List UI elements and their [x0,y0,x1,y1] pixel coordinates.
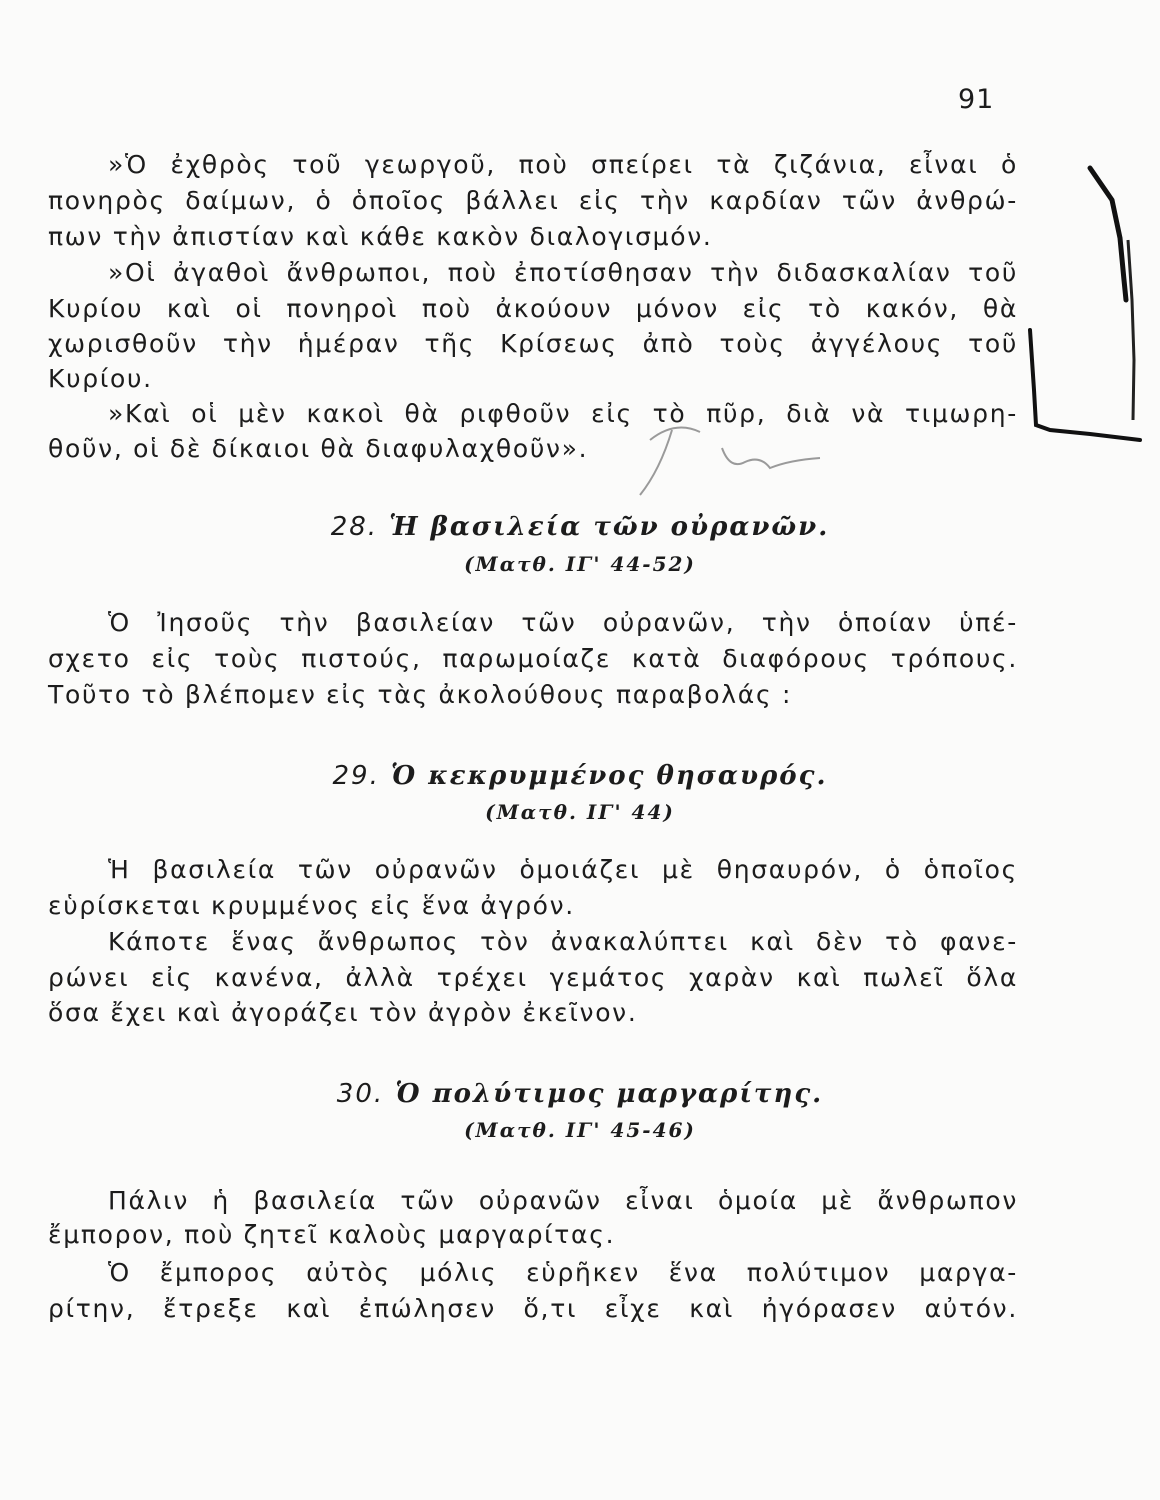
ink-bracket-mark [1030,330,1140,440]
section-number: 28. [330,512,379,542]
text-line: Ὁ Ἰησοῦς τὴν βασιλείαν τῶν οὐρανῶν, τὴν ὁποίαν ὑπέ- [108,608,1018,637]
text-line: Κυρίου καὶ οἱ πονηροὶ ποὺ ἀκούουν μόνον εἰς τὸ κακόν, θὰ [48,294,1018,323]
text-line: »Οἱ ἀγαθοὶ ἄνθρωποι, ποὺ ἐποτίσθησαν τὴν διδασκαλίαν τοῦ [108,258,1018,287]
text-line: ρίτην, ἔτρεξε καὶ ἐπώλησεν ὅ,τι εἶχε καὶ ἠγόρασεν αὐτόν. [48,1294,1018,1323]
section-number: 30. [336,1079,385,1109]
text-line: Κυρίου. [48,364,153,393]
text-line: πων τὴν ἀπιστίαν καὶ κάθε κακὸν διαλογισμόν. [48,222,713,251]
section-reference: (Ματθ. ΙΓ' 45-46) [464,1118,696,1142]
section-reference: (Ματθ. ΙΓ' 44-52) [464,552,696,576]
section-number: 29. [332,761,380,791]
text-line: χωρισθοῦν τὴν ἡμέραν τῆς Κρίσεως ἀπὸ τοὺς ἀγγέλους τοῦ [48,329,1018,358]
text-line: Κάποτε ἕνας ἄνθρωπος τὸν ἀνακαλύπτει καὶ δὲν τὸ φανε- [108,927,1018,956]
section-heading: Ὁ κεκρυμμένος θησαυρός. [390,761,828,791]
text-line: ρώνει εἰς κανένα, ἀλλὰ τρέχει γεμάτος χαρὰν καὶ πωλεῖ ὅλα [48,963,1018,992]
text-line: »Ὁ ἐχθρὸς τοῦ γεωργοῦ, ποὺ σπείρει τὰ ζιζάνια, εἶναι ὁ [108,150,1018,179]
text-line: πονηρὸς δαίμων, ὁ ὁποῖος βάλλει εἰς τὴν καρδίαν τῶν ἀνθρώ- [48,186,1018,215]
text-line: θοῦν, οἱ δὲ δίκαιοι θὰ διαφυλαχθοῦν». [48,434,589,463]
text-line: Ὁ ἔμπορος αὐτὸς μόλις εὑρῆκεν ἕνα πολύτιμον μαργα- [108,1258,1018,1287]
text-line: σχετο εἰς τοὺς πιστούς, παρωμοίαζε κατὰ διαφόρους τρόπους. [48,644,1018,673]
text-line: Ἡ βασιλεία τῶν οὐρανῶν ὁμοιάζει μὲ θησαυρόν, ὁ ὁποῖος [108,855,1018,884]
section-heading: Ὁ πολύτιμος μαργαρίτης. [395,1079,824,1109]
text-line: ἔμπορον, ποὺ ζητεῖ καλοὺς μαργαρίτας. [48,1220,616,1249]
text-line: εὑρίσκεται κρυμμένος εἰς ἕνα ἀγρόν. [48,891,575,920]
text-line: Τοῦτο τὸ βλέπομεν εἰς τὰς ἀκολούθους παραβολάς : [48,680,793,709]
text-line: Πάλιν ἡ βασιλεία τῶν οὐρανῶν εἶναι ὁμοία μὲ ἄνθρωπον [108,1186,1018,1215]
ink-bracket-mark [1128,240,1134,420]
ink-bracket-mark [1090,168,1126,300]
section-reference: (Ματθ. ΙΓ' 44) [485,800,675,824]
section-heading: Ἡ βασιλεία τῶν οὐρανῶν. [389,512,830,542]
page-number: 91 [958,84,995,115]
section-title [0,512,1160,542]
text-line: »Καὶ οἱ μὲν κακοὶ θὰ ριφθοῦν εἰς τὸ πῦρ, διὰ νὰ τιμωρη- [108,399,1018,428]
text-line: ὅσα ἔχει καὶ ἀγοράζει τὸν ἀγρὸν ἐκεῖνον. [48,998,638,1027]
section-title [0,1079,1160,1109]
section-title [0,761,1160,791]
